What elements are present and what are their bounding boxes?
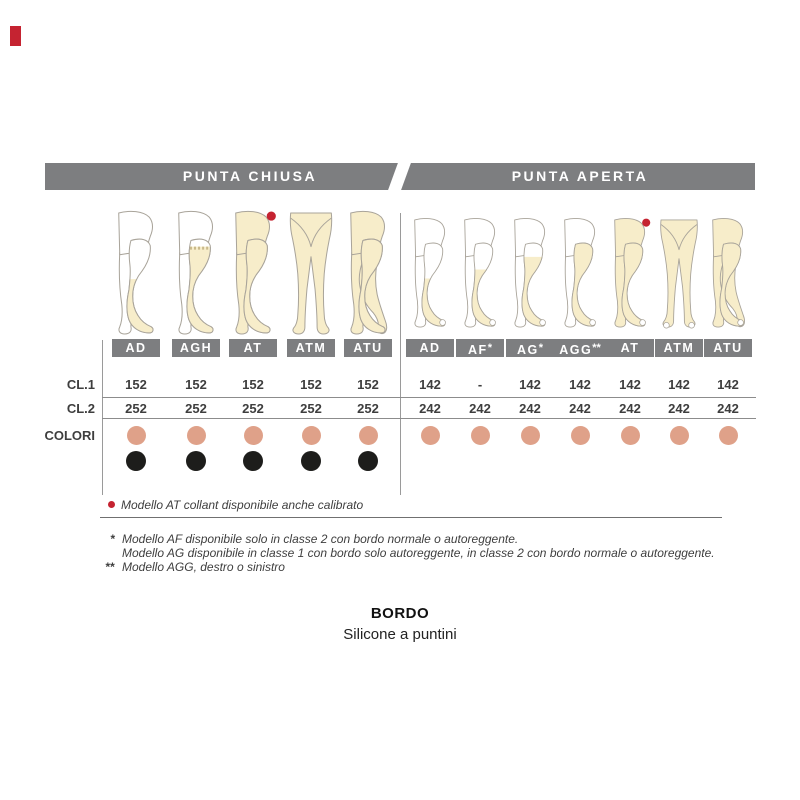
- leg-illustration-atm: [652, 210, 706, 337]
- color-dot-black: [126, 451, 146, 471]
- footnote-divider: [100, 517, 722, 518]
- cl2-value: 242: [668, 401, 690, 416]
- cl1-value: 152: [185, 377, 207, 392]
- bordo-title: BORDO: [370, 605, 430, 622]
- model-tag-ag: AG*: [506, 339, 554, 357]
- leg-illustration-at: [603, 210, 657, 337]
- color-dot-beige: [421, 426, 440, 445]
- color-dot-black: [186, 451, 206, 471]
- leg-illustration-ag: [503, 210, 557, 337]
- cl1-value: 142: [569, 377, 591, 392]
- row-label-cl1: CL.1: [66, 377, 95, 392]
- color-dot-beige: [571, 426, 590, 445]
- footnote-star1-marker: *: [110, 532, 115, 546]
- leg-illustration-af: [453, 210, 507, 337]
- brand-mark: [10, 26, 21, 46]
- row-divider-cl2: [102, 418, 756, 419]
- cl1-value: 152: [242, 377, 264, 392]
- leg-illustration-agh: [164, 210, 228, 337]
- model-tag-ad: AD: [406, 339, 454, 357]
- cl2-value: 252: [185, 401, 207, 416]
- color-dot-beige: [719, 426, 738, 445]
- cl1-value: 142: [668, 377, 690, 392]
- section-divider: [400, 213, 401, 495]
- cl2-value: 242: [469, 401, 491, 416]
- leg-illustration-ad: [104, 210, 168, 337]
- footnote-star1: Modello AF disponibile solo in classe 2 con bordo normale o autoreggente.: [122, 532, 519, 546]
- model-tag-agg: AGG**: [553, 339, 607, 357]
- leg-illustration-atm: [279, 210, 343, 337]
- red-dot-icon: [642, 219, 650, 227]
- footnote-star2-marker: **: [105, 560, 115, 574]
- footnote-star2: Modello AGG, destro o sinistro: [122, 560, 285, 574]
- cl2-value: 242: [519, 401, 541, 416]
- cl2-value: 242: [717, 401, 739, 416]
- color-dot-beige: [621, 426, 640, 445]
- cl1-value: 142: [519, 377, 541, 392]
- cl1-value: 152: [300, 377, 322, 392]
- closed-toe-title: PUNTA CHIUSA: [182, 168, 318, 184]
- cl2-value: 252: [242, 401, 264, 416]
- cl2-value: 242: [569, 401, 591, 416]
- leg-illustration-at: [221, 210, 285, 337]
- bordo-subtitle: Silicone a puntini: [343, 626, 457, 643]
- model-tag-at: AT: [606, 339, 654, 357]
- cl1-value: 142: [717, 377, 739, 392]
- row-divider-cl1: [102, 397, 756, 398]
- model-tag-atm: ATM: [655, 339, 703, 357]
- color-dot-black: [301, 451, 321, 471]
- color-dot-beige: [521, 426, 540, 445]
- model-tag-ad: AD: [112, 339, 160, 357]
- color-dot-beige: [187, 426, 206, 445]
- open-toe-title: PUNTA APERTA: [511, 168, 649, 184]
- model-tag-atm: ATM: [287, 339, 335, 357]
- cl1-value: -: [477, 377, 483, 392]
- leg-illustration-ad: [403, 210, 457, 337]
- color-dot-beige: [670, 426, 689, 445]
- cl1-value: 152: [125, 377, 147, 392]
- row-label-colori: COLORI: [44, 428, 95, 443]
- cl2-value: 252: [125, 401, 147, 416]
- model-tag-atu: ATU: [704, 339, 752, 357]
- color-dot-beige: [244, 426, 263, 445]
- model-tag-at: AT: [229, 339, 277, 357]
- footnote-calibrato: Modello AT collant disponibile anche calibrato: [108, 498, 363, 512]
- row-label-cl2: CL.2: [66, 401, 95, 416]
- model-tag-agh: AGH: [172, 339, 220, 357]
- color-dot-beige: [359, 426, 378, 445]
- cl1-value: 142: [419, 377, 441, 392]
- color-dot-black: [358, 451, 378, 471]
- color-dot-beige: [127, 426, 146, 445]
- cl1-value: 152: [357, 377, 379, 392]
- cl2-value: 242: [419, 401, 441, 416]
- cl2-value: 242: [619, 401, 641, 416]
- cl2-value: 252: [357, 401, 379, 416]
- leg-illustration-atu: [701, 210, 755, 337]
- cl1-value: 142: [619, 377, 641, 392]
- red-bullet-icon: [108, 501, 115, 508]
- model-tag-atu: ATU: [344, 339, 392, 357]
- model-tag-af: AF*: [456, 339, 504, 357]
- footnote-star1b: Modello AG disponibile in classe 1 con bordo solo autoreggente, in classe 2 con bordo normale o autoreggente.: [122, 546, 715, 560]
- leg-illustration-atu: [336, 210, 400, 337]
- cl2-value: 252: [300, 401, 322, 416]
- leg-illustration-agg: [553, 210, 607, 337]
- red-dot-icon: [267, 212, 276, 221]
- color-dot-beige: [302, 426, 321, 445]
- color-dot-black: [243, 451, 263, 471]
- color-dot-beige: [471, 426, 490, 445]
